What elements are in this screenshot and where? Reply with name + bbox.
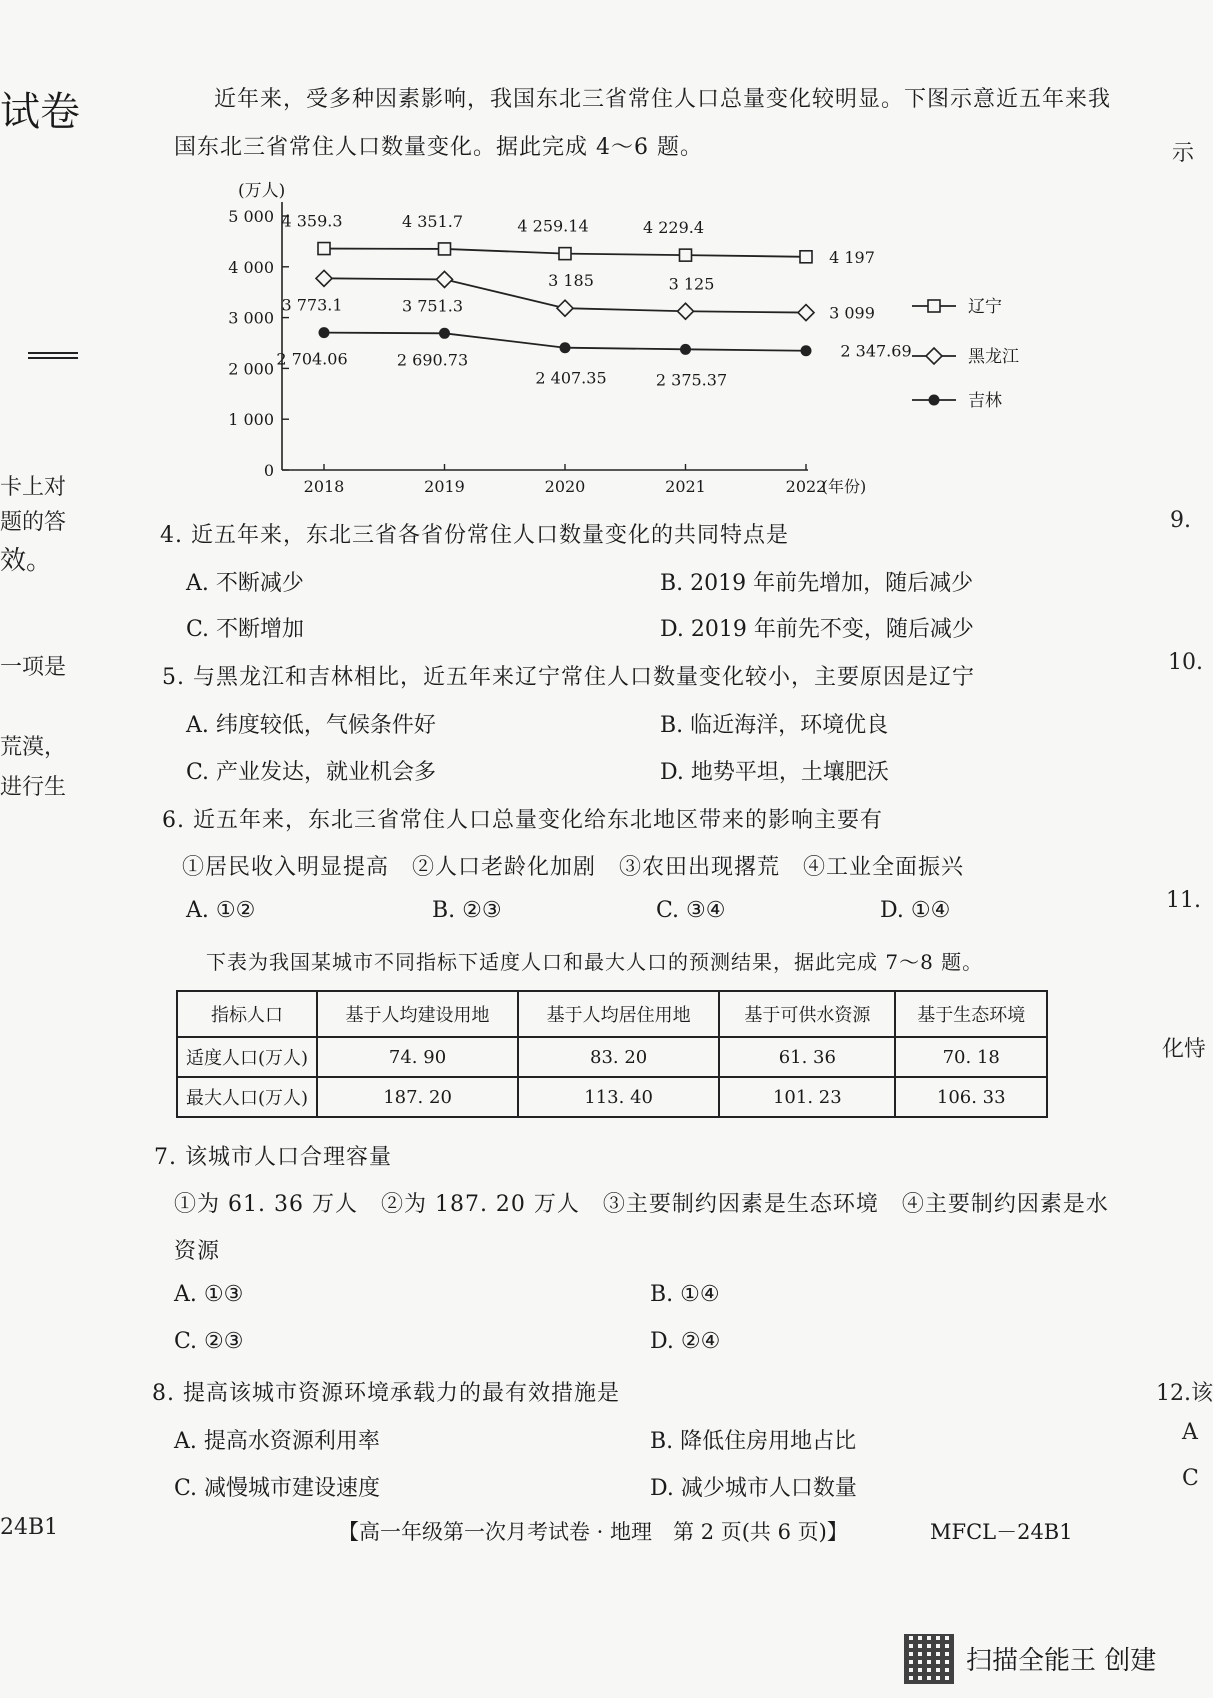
table-cell: 70. 18 (895, 1037, 1047, 1077)
series-point (437, 271, 453, 287)
x-axis-label: (年份) (821, 477, 867, 496)
table-header-cell: 基于可供水资源 (719, 991, 895, 1037)
edge-text: 一项是 (0, 655, 67, 680)
data-label: 2 347.69 (840, 341, 912, 361)
y-tick-label: 4 000 (228, 257, 274, 277)
x-tick-label: 2021 (665, 477, 706, 496)
edge-text: 进行生 (0, 775, 67, 800)
data-label: 2 690.73 (396, 350, 469, 370)
data-label: 4 259.14 (517, 216, 589, 236)
edge-text: 卡上对 (0, 475, 67, 500)
series-point (680, 344, 691, 355)
q5-option-a[interactable]: A. 纬度较低，气候条件好 (186, 713, 436, 738)
table-cell: 74. 90 (317, 1037, 518, 1077)
q4-option-c[interactable]: C. 不断增加 (186, 617, 305, 642)
intro-line-2: 国东北三省常住人口数量变化。据此完成 4～6 题。 (174, 135, 703, 160)
edge-text: 9. (1170, 508, 1191, 533)
q6-option-c[interactable]: C. ③④ (656, 898, 726, 923)
q8-option-b[interactable]: B. 降低住房用地占比 (650, 1429, 857, 1454)
q6-items: ①居民收入明显提高 ②人口老龄化加剧 ③农田出现撂荒 ④工业全面振兴 (182, 855, 965, 880)
edge-text: A (1182, 1420, 1198, 1445)
data-label: 3 751.3 (401, 296, 464, 316)
q7-items-line-1: ①为 61. 36 万人 ②为 187. 20 万人 ③主要制约因素是生态环境 ④主要制约因素是水 (174, 1192, 1109, 1217)
table-cell: 最大人口(万人) (177, 1077, 317, 1117)
table-cell: 106. 33 (895, 1077, 1047, 1117)
series-point (560, 342, 571, 353)
q4-option-d[interactable]: D. 2019 年前先不变，随后减少 (660, 617, 974, 642)
series-point (557, 300, 573, 316)
q5-stem: 5. 与黑龙江和吉林相比，近五年来辽宁常住人口数量变化较小，主要原因是辽宁 (162, 665, 975, 690)
series-point (559, 248, 571, 260)
x-tick-label: 2019 (424, 477, 465, 496)
table-header-cell: 基于生态环境 (895, 991, 1047, 1037)
population-table (176, 990, 1048, 1118)
q6-option-a[interactable]: A. ①② (186, 898, 256, 923)
q8-option-c[interactable]: C. 减慢城市建设速度 (174, 1476, 381, 1501)
y-tick-label: 1 000 (228, 410, 274, 430)
edge-text: 10. (1168, 650, 1203, 675)
q5-option-d[interactable]: D. 地势平坦，土壤肥沃 (660, 760, 889, 785)
table-header-cell: 指标人口 (177, 991, 317, 1037)
y-axis-label: (万人) (238, 181, 286, 201)
q4-option-a[interactable]: A. 不断减少 (186, 571, 304, 596)
y-tick-label: 5 000 (228, 207, 274, 226)
table-header-row (177, 991, 1047, 1037)
edge-text: 11. (1166, 888, 1201, 913)
legend-label: 辽宁 (968, 297, 1002, 317)
x-tick-label: 2018 (303, 477, 345, 496)
y-tick-label: 3 000 (228, 308, 274, 328)
data-label: 4 197 (829, 247, 875, 267)
x-tick-label: 2020 (544, 477, 586, 496)
data-label: 3 185 (548, 271, 594, 291)
edge-text: 示 (1172, 141, 1195, 166)
x-tick-label: 2022 (785, 477, 827, 496)
legend-marker (929, 395, 940, 406)
q8-stem: 8. 提高该城市资源环境承载力的最有效措施是 (152, 1381, 620, 1406)
series-point (800, 251, 812, 263)
y-tick-label: 0 (263, 461, 274, 480)
q7-stem: 7. 该城市人口合理容量 (154, 1145, 392, 1170)
q7-items-line-2: 资源 (174, 1239, 221, 1264)
q6-stem: 6. 近五年来，东北三省常住人口总量变化给东北地区带来的影响主要有 (162, 808, 883, 833)
series-point (316, 270, 332, 286)
q4-stem: 4. 近五年来，东北三省各省份常住人口数量变化的共同特点是 (160, 523, 789, 548)
data-label: 3 125 (668, 274, 715, 294)
q6-option-b[interactable]: B. ②③ (432, 898, 502, 923)
data-label: 4 359.3 (281, 211, 343, 231)
table-header-cell: 基于人均居住用地 (518, 991, 719, 1037)
edge-code: 24B1 (0, 1515, 59, 1540)
table-cell: 61. 36 (719, 1037, 895, 1077)
data-label: 4 229.4 (642, 218, 705, 238)
series-point (318, 243, 330, 255)
table-cell: 适度人口(万人) (177, 1037, 317, 1077)
q6-option-d[interactable]: D. ①④ (880, 898, 951, 923)
edge-text: 化恃 (1162, 1037, 1207, 1062)
q8-option-a[interactable]: A. 提高水资源利用率 (174, 1429, 380, 1454)
series-point (680, 249, 692, 261)
data-label: 2 375.37 (655, 370, 728, 390)
q4-option-b[interactable]: B. 2019 年前先增加，随后减少 (660, 571, 974, 596)
q7-option-c[interactable]: C. ②③ (174, 1329, 244, 1354)
table-intro: 下表为我国某城市不同指标下适度人口和最大人口的预测结果，据此完成 7～8 题。 (206, 950, 984, 974)
q5-option-c[interactable]: C. 产业发达，就业机会多 (186, 760, 437, 785)
series-point (798, 305, 814, 321)
series-point (678, 303, 694, 319)
table-row (177, 1037, 1047, 1077)
qr-code-icon (904, 1634, 954, 1684)
y-tick-label: 2 000 (228, 359, 274, 379)
table-cell: 83. 20 (518, 1037, 719, 1077)
edge-text: 题的答 (0, 510, 67, 535)
q5-option-b[interactable]: B. 临近海洋，环境优良 (660, 713, 889, 738)
data-label: 3 099 (829, 303, 875, 323)
legend-marker (926, 348, 942, 364)
q7-option-a[interactable]: A. ①③ (174, 1282, 244, 1307)
q7-option-b[interactable]: B. ①④ (650, 1282, 720, 1307)
intro-line-1: 近年来，受多种因素影响，我国东北三省常住人口总量变化较明显。下图示意近五年来我 (214, 87, 1112, 112)
legend-label: 黑龙江 (968, 347, 1019, 367)
q7-option-d[interactable]: D. ②④ (650, 1329, 721, 1354)
footer-title: 【高一年级第一次月考试卷 · 地理 第 2 页(共 6 页)】 (338, 1520, 848, 1544)
data-label: 4 351.7 (401, 211, 464, 231)
edge-text: 12.该 (1156, 1381, 1213, 1406)
table-header-cell: 基于人均建设用地 (317, 991, 518, 1037)
series-point (439, 243, 451, 255)
scanner-watermark: 扫描全能王 创建 (966, 1646, 1157, 1676)
data-label: 2 407.35 (535, 368, 607, 388)
edge-text: 荒漠， (0, 735, 67, 760)
edge-text: C (1182, 1466, 1199, 1491)
table-row (177, 1077, 1047, 1117)
data-label: 3 773.1 (281, 295, 343, 315)
series-point (439, 328, 450, 339)
q8-option-d[interactable]: D. 减少城市人口数量 (650, 1476, 857, 1501)
legend-label: 吉林 (968, 391, 1002, 411)
table-cell: 187. 20 (317, 1077, 518, 1117)
edge-text: 效。 (0, 546, 53, 576)
table-cell: 113. 40 (518, 1077, 719, 1117)
data-label: 2 704.06 (276, 349, 348, 369)
footer-code: MFCL－24B1 (930, 1520, 1073, 1544)
legend-marker (928, 300, 940, 312)
edge-title-fragment: 试卷 (0, 89, 80, 135)
series-point (801, 345, 812, 356)
population-line-chart (0, 0, 1200, 520)
series-point (319, 327, 330, 338)
table-cell: 101. 23 (719, 1077, 895, 1117)
